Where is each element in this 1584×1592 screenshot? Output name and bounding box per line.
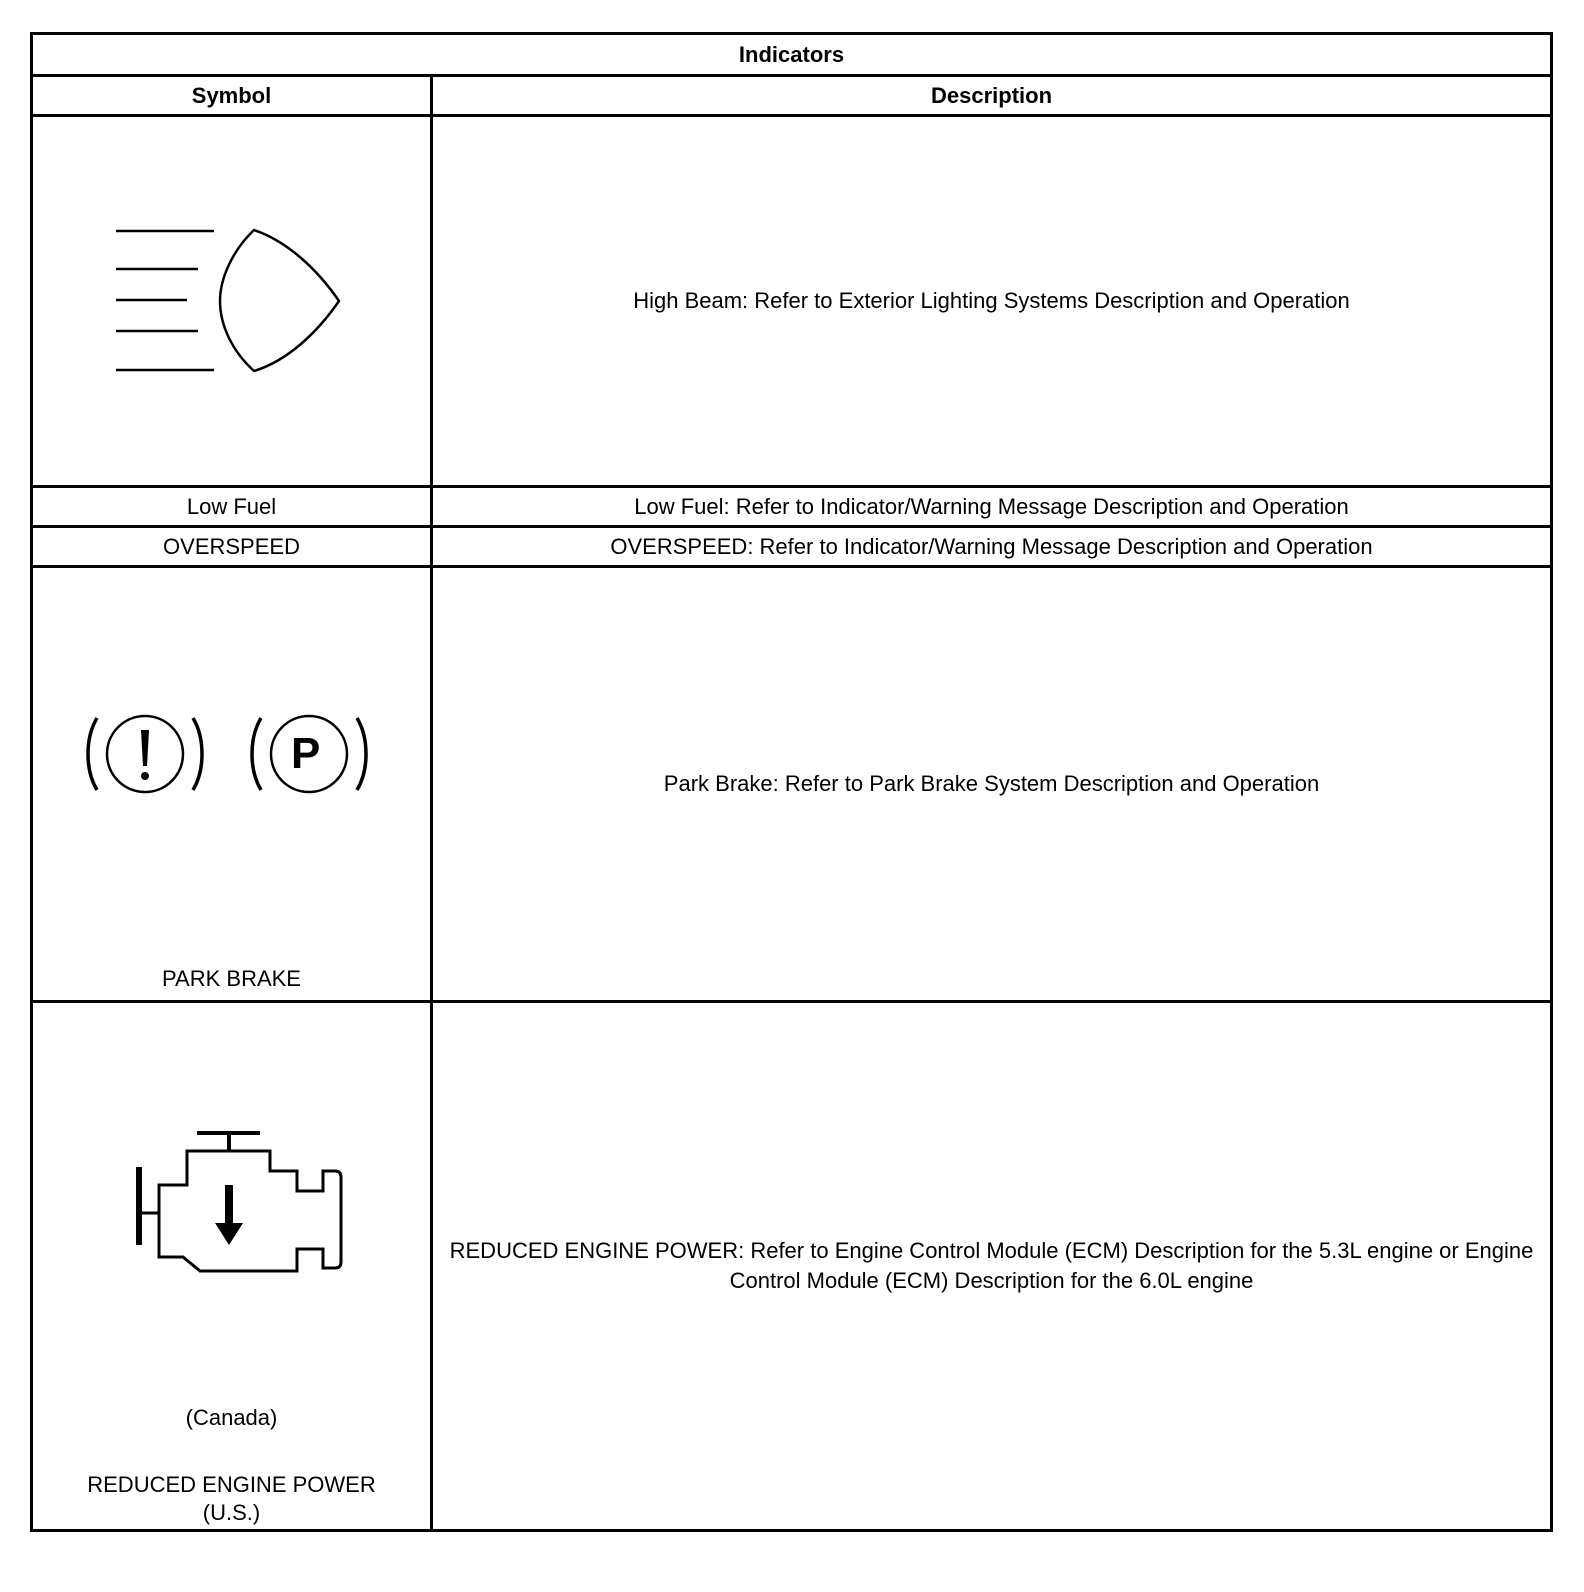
description-cell: REDUCED ENGINE POWER: Refer to Engine Control Module (ECM) Description for the 5.3L engine or Engine Control Module (ECM) Description for the 6.0L engine (432, 1002, 1552, 1531)
us-caption-line2: (U.S.) (202, 1500, 261, 1525)
table-row (32, 527, 1552, 567)
park-p-letter: P (291, 729, 321, 778)
table-row (32, 487, 1552, 527)
engine-reduced-power-icon (125, 1127, 345, 1277)
us-caption (33, 1471, 430, 1527)
symbol-cell (32, 567, 432, 1002)
description-cell: Low Fuel: Refer to Indicator/Warning Message Description and Operation (432, 487, 1552, 527)
canada-caption: (Canada) (185, 1405, 278, 1430)
high-beam-icon (112, 221, 352, 381)
column-header-symbol: Symbol (32, 76, 432, 116)
table-row (32, 567, 1552, 1002)
description-cell: Park Brake: Refer to Park Brake System Description and Operation (432, 567, 1552, 1002)
description-cell: OVERSPEED: Refer to Indicator/Warning Message Description and Operation (432, 527, 1552, 567)
table-row (32, 1002, 1552, 1531)
us-caption-line1: REDUCED ENGINE POWER (87, 1472, 376, 1497)
symbol-text: Low Fuel (32, 487, 432, 527)
column-header-description: Description (432, 76, 1552, 116)
description-cell: High Beam: Refer to Exterior Lighting Systems Description and Operation (432, 116, 1552, 487)
symbol-cell (32, 116, 432, 487)
symbol-cell (32, 1002, 432, 1531)
table-title: Indicators (32, 34, 1552, 76)
symbol-text: OVERSPEED (32, 527, 432, 567)
table-row (32, 116, 1552, 487)
indicators-table (30, 32, 1553, 1532)
park-brake-caption: PARK BRAKE (162, 966, 301, 991)
park-brake-icon (83, 710, 383, 800)
